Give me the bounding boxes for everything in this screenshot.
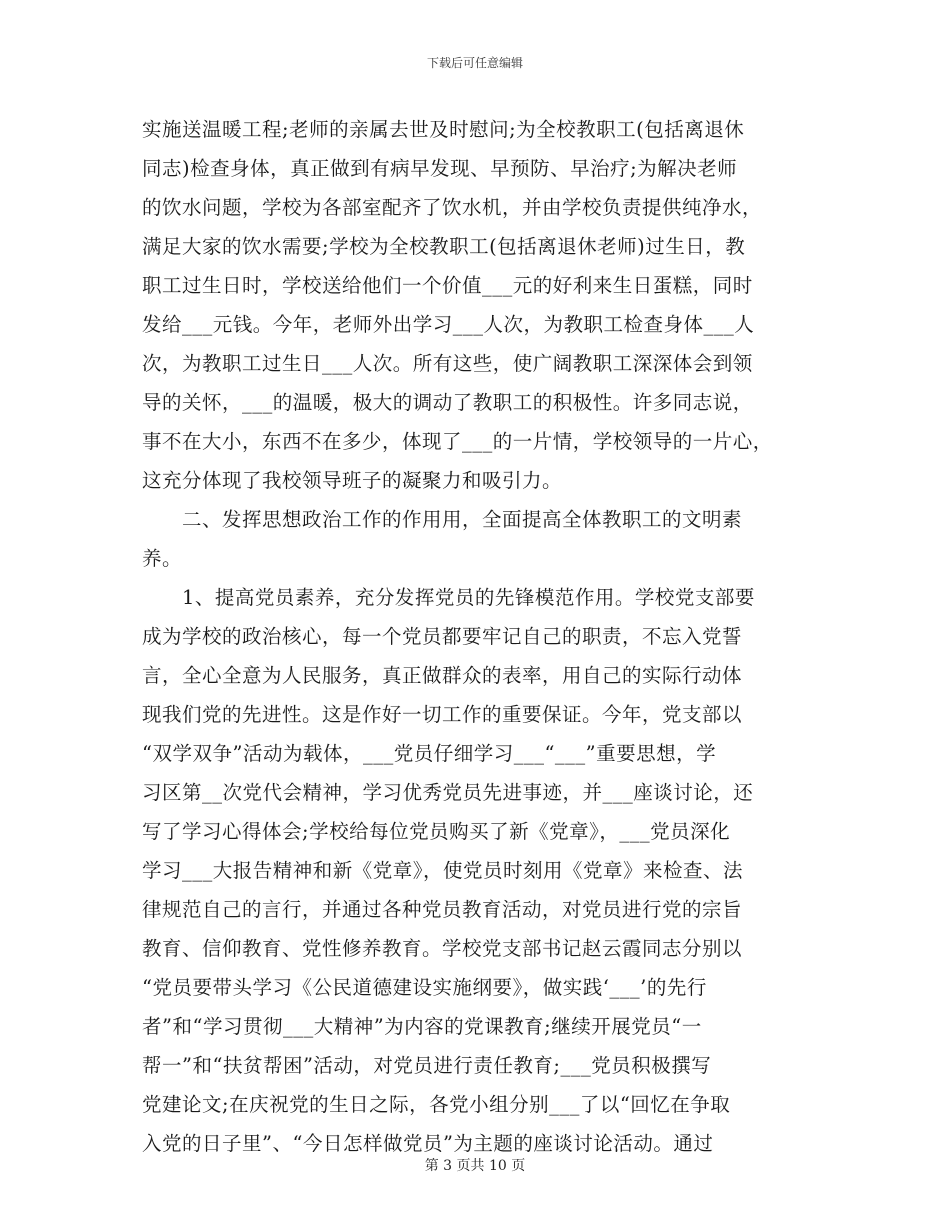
text-line: 养。 [142,547,183,570]
text-line: 党建论文;在庆祝党的生日之际，各党小组分别___了以“回忆在争取 [142,1093,731,1116]
text-line: 言，全心全意为人民服务，真正做群众的表率，用自己的实际行动体 [142,664,743,687]
text-line: “双学双争”活动为载体，___党员仔细学习___“___”重要思想，学 [142,742,717,765]
text-line: 写了学习心得体会;学校给每位党员购买了新《党章》，___党员深化 [142,820,731,843]
text-line: 成为学校的政治核心，每一个党员都要牢记自己的职责，不忘入党誓 [142,625,743,648]
text-line: 习区第__次党代会精神，学习优秀党员先进事迹，并___座谈讨论，还 [142,781,754,804]
section-heading: 二、发挥思想政治工作的作用用，全面提高全体教职工的文明素 [182,508,743,531]
text-line: 帮一”和“扶贫帮困”活动，对党员进行责任教育;___党员积极撰写 [142,1054,712,1077]
text-line: 这充分体现了我校领导班子的凝聚力和吸引力。 [142,469,563,492]
text-line: 的饮水问题，学校为各部室配齐了饮水机，并由学校负责提供纯净水， [142,196,763,219]
text-line: 教育、信仰教育、党性修养教育。学校党支部书记赵云霞同志分别以 [142,937,743,960]
text-line: 实施送温暖工程;老师的亲属去世及时慰问;为全校教职工(包括离退休 [142,118,745,141]
text-line: 学习___大报告精神和新《党章》，使党员时刻用《党章》来检查、法 [142,859,744,882]
page-header: 下载后可任意编辑 [426,56,523,70]
text-line: 者”和“学习贯彻___大精神”为内容的党课教育;继续开展党员“一 [142,1015,702,1038]
text-line: 满足大家的饮水需要;学校为全校教职工(包括离退休老师)过生日，教 [142,235,746,258]
text-line: 同志)检查身体，真正做到有病早发现、早预防、早治疗;为解决老师 [142,157,738,180]
text-line: 现我们党的先进性。这是作好一切工作的重要保证。今年，党支部以 [142,703,743,726]
text-line: “党员要带头学习《公民道德建设实施纲要》，做实践‘___’的先行 [142,976,707,999]
text-line: 发给___元钱。今年，老师外出学习___人次，为教职工检查身体___人 [142,313,755,336]
text-line: 入党的日子里”、“今日怎样做党员”为主题的座谈讨论活动。通过 [142,1132,714,1155]
text-line: 律规范自己的言行，并通过各种党员教育活动，对党员进行党的宗旨 [142,898,743,921]
paragraph-start: 1、提高党员素养，充分发挥党员的先锋模范作用。学校党支部要 [182,586,755,609]
document-body [142,110,814,1163]
text-line: 次，为教职工过生日___人次。所有这些，使广阔教职工深深体会到领 [142,352,753,375]
text-line: 职工过生日时，学校送给他们一个价值___元的好利来生日蛋糕，同时 [142,274,753,297]
text-line: 事不在大小，东西不在多少，体现了___的一片情，学校领导的一片心， [142,430,773,453]
page-number-footer: 第 3 页共 10 页 [424,1158,526,1174]
text-line: 导的关怀，___的温暖，极大的调动了教职工的积极性。许多同志说， [142,391,753,414]
